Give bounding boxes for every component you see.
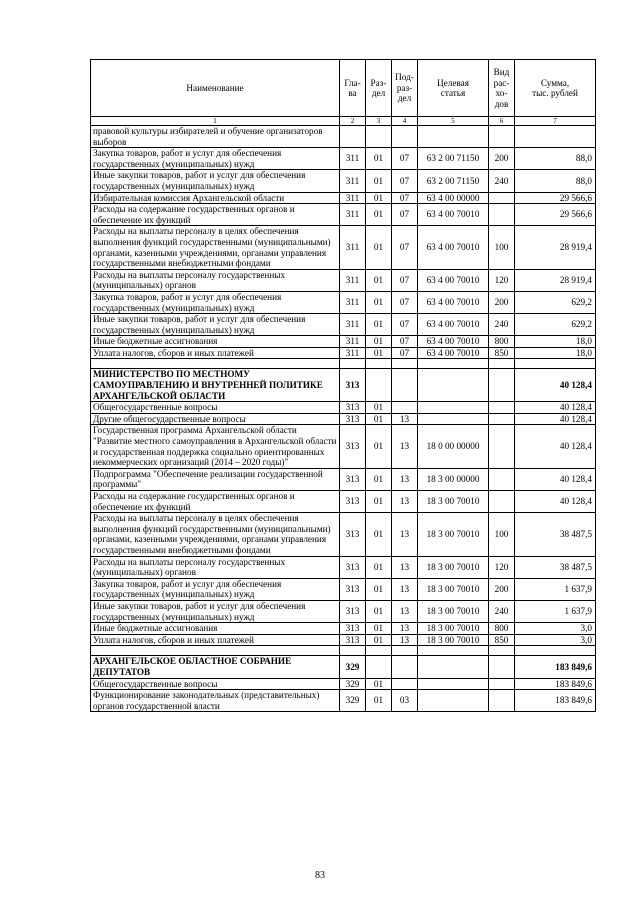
- header-name: [91, 60, 340, 117]
- row-glava-cell: 311: [340, 226, 366, 269]
- row-glava-cell: 313: [340, 413, 366, 425]
- row-vid-cell: [489, 204, 515, 226]
- row-name-cell: Иные бюджетные ассигнования: [91, 623, 340, 635]
- row-name-cell: правовой культуры избирателей и обучение организаторов выборов: [91, 126, 340, 148]
- row-glava-cell: 329: [340, 678, 366, 690]
- row-name-cell: Закупка товаров, работ и услуг для обеспечения государственных (муниципальных) нужд: [91, 291, 340, 313]
- row-target-cell: 18 0 00 00000: [418, 425, 489, 468]
- column-number: 5: [418, 117, 489, 126]
- row-target-cell: 18 3 00 00000: [418, 468, 489, 490]
- row-razdel-cell: 01: [366, 468, 392, 490]
- row-podrazdel-cell: 07: [392, 226, 418, 269]
- spacer-row: [91, 646, 596, 656]
- table-row: [91, 623, 596, 635]
- row-podrazdel-cell: 07: [392, 291, 418, 313]
- table-row: [91, 204, 596, 226]
- table-row: [91, 192, 596, 204]
- header-glava-text: Гла- ва: [344, 77, 361, 98]
- row-target-cell: 18 3 00 70010: [418, 513, 489, 556]
- row-target-cell: 18 3 00 70010: [418, 634, 489, 646]
- row-name-cell: Расходы на выплаты персоналу в целях обеспечения выполнения функций государственными (муниципальными) органами, казенными учреждениями, органами управления государственными внебюджетными фондами: [91, 513, 340, 556]
- row-vid-cell: 850: [489, 634, 515, 646]
- row-razdel-cell: [366, 369, 392, 402]
- row-vid-cell: 800: [489, 336, 515, 348]
- row-vid-cell: 200: [489, 291, 515, 313]
- row-razdel-cell: 01: [366, 600, 392, 622]
- row-sum-cell: 88,0: [515, 170, 596, 192]
- row-podrazdel-cell: [392, 656, 418, 678]
- row-target-cell: [418, 646, 489, 656]
- table-row: [91, 291, 596, 313]
- table-row: [91, 402, 596, 414]
- row-name-cell: Функционирование законодательных (представительных) органов государственной власти: [91, 690, 340, 712]
- row-razdel-cell: 01: [366, 347, 392, 359]
- row-razdel-cell: 01: [366, 291, 392, 313]
- row-vid-cell: [489, 425, 515, 468]
- row-vid-cell: 240: [489, 314, 515, 336]
- header-sum-text: Сумма, тыс. рублей: [532, 77, 578, 98]
- row-sum-cell: 183 849,6: [515, 690, 596, 712]
- row-vid-cell: 100: [489, 226, 515, 269]
- row-glava-cell: 311: [340, 192, 366, 204]
- row-sum-cell: 28 919,4: [515, 269, 596, 291]
- row-target-cell: 63 4 00 70010: [418, 291, 489, 313]
- row-glava-cell: 311: [340, 314, 366, 336]
- row-vid-cell: 240: [489, 600, 515, 622]
- row-podrazdel-cell: [392, 369, 418, 402]
- row-target-cell: 18 3 00 70010: [418, 623, 489, 635]
- row-podrazdel-cell: [392, 359, 418, 369]
- page-number: 83: [315, 870, 325, 881]
- row-razdel-cell: 01: [366, 678, 392, 690]
- row-glava-cell: 313: [340, 369, 366, 402]
- row-podrazdel-cell: [392, 126, 418, 148]
- section-header-row: [91, 656, 596, 678]
- row-razdel-cell: 01: [366, 226, 392, 269]
- table-row: [91, 578, 596, 600]
- row-glava-cell: 311: [340, 291, 366, 313]
- row-razdel-cell: 01: [366, 425, 392, 468]
- column-number: 2: [340, 117, 366, 126]
- row-razdel-cell: [366, 646, 392, 656]
- row-glava-cell: [340, 646, 366, 656]
- row-sum-cell: 40 128,4: [515, 413, 596, 425]
- table-row: [91, 413, 596, 425]
- row-glava-cell: 311: [340, 170, 366, 192]
- row-vid-cell: 120: [489, 269, 515, 291]
- row-target-cell: 63 4 00 70010: [418, 269, 489, 291]
- row-vid-cell: [489, 468, 515, 490]
- table-row: [91, 269, 596, 291]
- table-row: [91, 678, 596, 690]
- row-glava-cell: 313: [340, 623, 366, 635]
- row-razdel-cell: 01: [366, 690, 392, 712]
- row-podrazdel-cell: 13: [392, 634, 418, 646]
- row-sum-cell: 18,0: [515, 347, 596, 359]
- table-row: [91, 468, 596, 490]
- row-vid-cell: [489, 413, 515, 425]
- header-podrazdel-text: Под- раз- дел: [395, 72, 414, 104]
- row-name-cell: Государственная программа Архангельской области "Развитие местного самоуправления в Архангельской области и государственная поддержка социально ориентированных некоммерческих организаций (2014 – 2020 годы)": [91, 425, 340, 468]
- row-podrazdel-cell: 13: [392, 513, 418, 556]
- row-name-cell: Общегосударственные вопросы: [91, 678, 340, 690]
- column-number: 3: [366, 117, 392, 126]
- row-name-cell: Расходы на содержание государственных органов и обеспечение их функций: [91, 491, 340, 513]
- row-sum-cell: [515, 646, 596, 656]
- table-row: [91, 690, 596, 712]
- row-razdel-cell: 01: [366, 623, 392, 635]
- row-target-cell: [418, 678, 489, 690]
- row-name-cell: Расходы на выплаты персоналу государственных (муниципальных) органов: [91, 269, 340, 291]
- row-target-cell: [418, 656, 489, 678]
- table-row: [91, 314, 596, 336]
- row-razdel-cell: [366, 126, 392, 148]
- row-target-cell: [418, 126, 489, 148]
- table-body: [91, 126, 596, 712]
- row-name-cell: Расходы на содержание государственных органов и обеспечение их функций: [91, 204, 340, 226]
- column-number-row: [91, 117, 596, 126]
- header-row: [91, 60, 596, 117]
- row-name-cell: Закупка товаров, работ и услуг для обеспечения государственных (муниципальных) нужд: [91, 148, 340, 170]
- row-name-cell: Иные закупки товаров, работ и услуг для обеспечения государственных (муниципальных) нужд: [91, 600, 340, 622]
- row-razdel-cell: 01: [366, 402, 392, 414]
- row-podrazdel-cell: [392, 646, 418, 656]
- row-name-cell: Иные закупки товаров, работ и услуг для обеспечения государственных (муниципальных) нужд: [91, 314, 340, 336]
- row-vid-cell: 240: [489, 170, 515, 192]
- row-target-cell: 63 4 00 70010: [418, 336, 489, 348]
- table-row: [91, 126, 596, 148]
- table-row: [91, 347, 596, 359]
- row-razdel-cell: 01: [366, 269, 392, 291]
- row-sum-cell: 183 849,6: [515, 678, 596, 690]
- row-podrazdel-cell: 13: [392, 468, 418, 490]
- table-row: [91, 600, 596, 622]
- row-razdel-cell: 01: [366, 578, 392, 600]
- table-row: [91, 226, 596, 269]
- table-row: [91, 425, 596, 468]
- row-sum-cell: 18,0: [515, 336, 596, 348]
- row-glava-cell: 313: [340, 425, 366, 468]
- row-sum-cell: 40 128,4: [515, 425, 596, 468]
- row-sum-cell: 38 487,5: [515, 556, 596, 578]
- header-razdel-text: Раз- дел: [370, 77, 387, 98]
- row-vid-cell: [489, 369, 515, 402]
- row-sum-cell: 3,0: [515, 634, 596, 646]
- header-razdel: [366, 60, 392, 117]
- table-row: [91, 556, 596, 578]
- row-podrazdel-cell: 07: [392, 192, 418, 204]
- row-target-cell: [418, 402, 489, 414]
- row-target-cell: 63 2 00 71150: [418, 170, 489, 192]
- row-podrazdel-cell: [392, 402, 418, 414]
- row-sum-cell: 1 637,9: [515, 600, 596, 622]
- row-glava-cell: 311: [340, 204, 366, 226]
- row-glava-cell: 313: [340, 578, 366, 600]
- row-glava-cell: 313: [340, 491, 366, 513]
- row-podrazdel-cell: 07: [392, 170, 418, 192]
- row-glava-cell: 313: [340, 600, 366, 622]
- row-vid-cell: 850: [489, 347, 515, 359]
- row-name-cell: Уплата налогов, сборов и иных платежей: [91, 634, 340, 646]
- row-podrazdel-cell: 13: [392, 623, 418, 635]
- spacer-row: [91, 359, 596, 369]
- row-name-cell: Закупка товаров, работ и услуг для обеспечения государственных (муниципальных) нужд: [91, 578, 340, 600]
- row-vid-cell: [489, 192, 515, 204]
- row-glava-cell: 311: [340, 148, 366, 170]
- row-name-cell: Другие общегосударственные вопросы: [91, 413, 340, 425]
- row-target-cell: 63 4 00 70010: [418, 204, 489, 226]
- row-vid-cell: [489, 646, 515, 656]
- row-target-cell: [418, 369, 489, 402]
- row-glava-cell: 311: [340, 347, 366, 359]
- row-razdel-cell: 01: [366, 413, 392, 425]
- row-sum-cell: 38 487,5: [515, 513, 596, 556]
- row-razdel-cell: 01: [366, 148, 392, 170]
- row-name-cell: Общегосударственные вопросы: [91, 402, 340, 414]
- row-vid-cell: [489, 678, 515, 690]
- row-glava-cell: [340, 126, 366, 148]
- row-razdel-cell: 01: [366, 192, 392, 204]
- row-glava-cell: [340, 359, 366, 369]
- row-name-cell: Подпрограмма "Обеспечение реализации государственной программы": [91, 468, 340, 490]
- row-podrazdel-cell: 13: [392, 556, 418, 578]
- row-glava-cell: 329: [340, 690, 366, 712]
- row-podrazdel-cell: 13: [392, 425, 418, 468]
- row-sum-cell: 183 849,6: [515, 656, 596, 678]
- row-vid-cell: [489, 690, 515, 712]
- budget-table: [90, 59, 596, 712]
- row-podrazdel-cell: 13: [392, 578, 418, 600]
- row-target-cell: [418, 359, 489, 369]
- row-target-cell: 18 3 00 70010: [418, 578, 489, 600]
- row-podrazdel-cell: 07: [392, 336, 418, 348]
- row-target-cell: [418, 413, 489, 425]
- row-podrazdel-cell: 13: [392, 600, 418, 622]
- row-vid-cell: [489, 359, 515, 369]
- row-razdel-cell: 01: [366, 314, 392, 336]
- row-target-cell: 18 3 00 70010: [418, 556, 489, 578]
- row-vid-cell: [489, 126, 515, 148]
- row-name-cell: Иные бюджетные ассигнования: [91, 336, 340, 348]
- row-name-cell: МИНИСТЕРСТВО ПО МЕСТНОМУ САМОУПРАВЛЕНИЮ И ВНУТРЕННЕЙ ПОЛИТИКЕ АРХАНГЕЛЬСКОЙ ОБЛАСТИ: [91, 369, 340, 402]
- row-glava-cell: 313: [340, 513, 366, 556]
- row-target-cell: 63 2 00 71150: [418, 148, 489, 170]
- row-name-cell: Уплата налогов, сборов и иных платежей: [91, 347, 340, 359]
- row-sum-cell: 40 128,4: [515, 369, 596, 402]
- row-podrazdel-cell: 07: [392, 269, 418, 291]
- table-row: [91, 634, 596, 646]
- row-glava-cell: 311: [340, 269, 366, 291]
- row-glava-cell: 313: [340, 468, 366, 490]
- row-podrazdel-cell: 07: [392, 204, 418, 226]
- row-razdel-cell: 01: [366, 513, 392, 556]
- row-sum-cell: [515, 126, 596, 148]
- column-number: 7: [515, 117, 596, 126]
- row-podrazdel-cell: 07: [392, 148, 418, 170]
- row-sum-cell: 3,0: [515, 623, 596, 635]
- row-target-cell: 63 4 00 70010: [418, 347, 489, 359]
- row-name-cell: Расходы на выплаты персоналу государственных (муниципальных) органов: [91, 556, 340, 578]
- row-razdel-cell: [366, 359, 392, 369]
- row-razdel-cell: 01: [366, 491, 392, 513]
- row-vid-cell: 120: [489, 556, 515, 578]
- row-sum-cell: 40 128,4: [515, 402, 596, 414]
- section-header-row: [91, 369, 596, 402]
- row-sum-cell: 29 566,6: [515, 192, 596, 204]
- row-glava-cell: 313: [340, 634, 366, 646]
- row-sum-cell: 88,0: [515, 148, 596, 170]
- row-sum-cell: 1 637,9: [515, 578, 596, 600]
- row-name-cell: АРХАНГЕЛЬСКОЕ ОБЛАСТНОЕ СОБРАНИЕ ДЕПУТАТОВ: [91, 656, 340, 678]
- row-vid-cell: 200: [489, 148, 515, 170]
- row-podrazdel-cell: 07: [392, 347, 418, 359]
- row-sum-cell: 40 128,4: [515, 468, 596, 490]
- row-razdel-cell: [366, 656, 392, 678]
- row-vid-cell: [489, 656, 515, 678]
- row-vid-cell: [489, 402, 515, 414]
- row-razdel-cell: 01: [366, 170, 392, 192]
- row-sum-cell: 28 919,4: [515, 226, 596, 269]
- row-name-cell: Иные закупки товаров, работ и услуг для обеспечения государственных (муниципальных) нужд: [91, 170, 340, 192]
- row-podrazdel-cell: 13: [392, 491, 418, 513]
- header-podrazdel: [392, 60, 418, 117]
- row-glava-cell: 313: [340, 402, 366, 414]
- row-vid-cell: [489, 491, 515, 513]
- column-number: 1: [91, 117, 340, 126]
- row-target-cell: 18 3 00 70010: [418, 600, 489, 622]
- row-target-cell: [418, 690, 489, 712]
- table-row: [91, 170, 596, 192]
- row-name-cell: Избирательная комиссия Архангельской области: [91, 192, 340, 204]
- row-podrazdel-cell: [392, 678, 418, 690]
- row-vid-cell: 100: [489, 513, 515, 556]
- row-sum-cell: 629,2: [515, 291, 596, 313]
- row-target-cell: 18 3 00 70010: [418, 491, 489, 513]
- table-row: [91, 491, 596, 513]
- row-sum-cell: 629,2: [515, 314, 596, 336]
- row-target-cell: 63 4 00 70010: [418, 226, 489, 269]
- header-sum: [515, 60, 596, 117]
- row-razdel-cell: 01: [366, 336, 392, 348]
- column-number: 4: [392, 117, 418, 126]
- row-sum-cell: 40 128,4: [515, 491, 596, 513]
- table-row: [91, 336, 596, 348]
- row-razdel-cell: 01: [366, 556, 392, 578]
- row-name-cell: [91, 359, 340, 369]
- row-razdel-cell: 01: [366, 204, 392, 226]
- row-vid-cell: 800: [489, 623, 515, 635]
- row-name-cell: Расходы на выплаты персоналу в целях обеспечения выполнения функций государственными (муниципальными) органами, казенными учреждениями, органами управления государственными внебюджетными фондами: [91, 226, 340, 269]
- header-target: [418, 60, 489, 117]
- row-razdel-cell: 01: [366, 634, 392, 646]
- row-name-cell: [91, 646, 340, 656]
- header-vid-text: Вид рас- хо- дов: [493, 67, 510, 109]
- header-glava: [340, 60, 366, 117]
- row-glava-cell: 311: [340, 336, 366, 348]
- row-podrazdel-cell: 13: [392, 413, 418, 425]
- row-podrazdel-cell: 07: [392, 314, 418, 336]
- column-number: 6: [489, 117, 515, 126]
- row-target-cell: 63 4 00 70010: [418, 314, 489, 336]
- row-glava-cell: 313: [340, 556, 366, 578]
- row-sum-cell: [515, 359, 596, 369]
- row-podrazdel-cell: 03: [392, 690, 418, 712]
- header-vid: [489, 60, 515, 117]
- table-row: [91, 148, 596, 170]
- row-vid-cell: 200: [489, 578, 515, 600]
- row-sum-cell: 29 566,6: [515, 204, 596, 226]
- header-target-text: Целевая статья: [437, 77, 469, 98]
- header-name-text: Наименование: [186, 82, 244, 93]
- row-glava-cell: 329: [340, 656, 366, 678]
- row-target-cell: 63 4 00 00000: [418, 192, 489, 204]
- table-row: [91, 513, 596, 556]
